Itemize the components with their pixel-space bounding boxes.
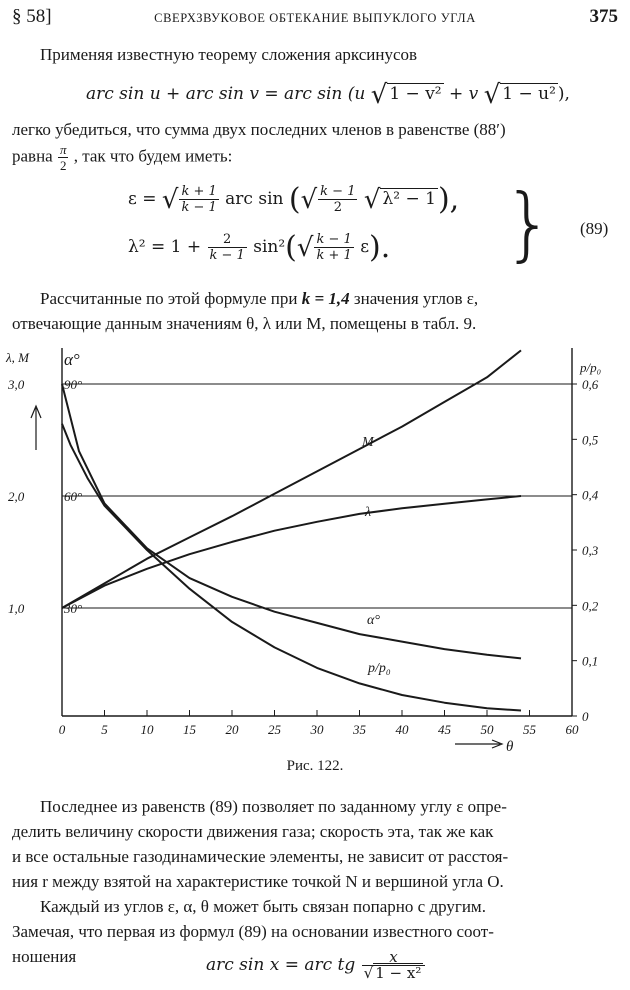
system-brace: } <box>503 177 554 270</box>
x-tick-label-30: 30 <box>310 722 324 737</box>
left-axis-title: λ, M <box>6 350 29 365</box>
series-label-0: M <box>362 435 374 450</box>
computed-b: значения углов ε, <box>353 289 479 308</box>
text-equal-b: , так что будем иметь: <box>73 146 233 166</box>
formula-end: ), <box>557 84 570 104</box>
sin2-label: sin² <box>253 237 286 257</box>
arcsin-arctg-formula <box>206 950 426 981</box>
computed-line-2: отвечающие данным значениям θ, λ или M, помещены в табл. 9. <box>12 314 477 333</box>
final-den: √ 1 − x² <box>363 964 422 982</box>
series-line-1 <box>62 496 521 608</box>
computed-a: Рассчитанные по этой формуле при <box>40 289 298 308</box>
lambda-end: ). <box>369 230 391 265</box>
figure-122-chart <box>0 338 630 758</box>
radicand-2: 1 − u² <box>502 84 556 104</box>
k-plus-1-b: k + 1 <box>316 248 352 263</box>
x-tick-label-55: 55 <box>523 722 536 737</box>
chart-lines <box>62 350 521 710</box>
computed-line-1 <box>40 286 478 312</box>
para2-line-3: и все остальные газодинамические элементы, не зависит от расстоя- <box>12 847 509 866</box>
right-tick-label-6: 0,6 <box>582 377 599 392</box>
running-title: СВЕРХЗВУКОВОЕ ОБТЕКАНИЕ ВЫПУКЛОГО УГЛА <box>154 11 476 25</box>
section-number: § 58] <box>12 6 52 27</box>
x-tick-label-10: 10 <box>140 722 154 737</box>
right-axis-title: p/p₀ <box>580 360 602 375</box>
k-minus-1-d: k − 1 <box>316 232 352 247</box>
equation-epsilon <box>128 182 459 217</box>
sqrt-sign-1: √ <box>370 80 388 110</box>
alpha-tick-label-1: 60° <box>64 489 83 504</box>
chart-labels <box>5 350 601 755</box>
figure-caption: Рис. 122. <box>286 758 344 774</box>
left-tick-label-2: 3,0 <box>8 377 25 392</box>
k-minus-1-b: k − 1 <box>320 184 356 199</box>
equation-number: (89) <box>580 219 609 238</box>
formula-left: arc sin u + arc sin v = arc sin (u <box>86 84 366 104</box>
alpha-axis-title: α° <box>64 350 80 369</box>
intro-text: Применяя известную теорему сложения арксинусов <box>40 45 418 64</box>
arc-sin-label: arc sin <box>225 189 284 209</box>
sqrt-sign-3: √ <box>161 185 179 215</box>
alpha-tick-label-2: 90° <box>64 377 83 392</box>
x-tick-label-25: 25 <box>268 722 281 737</box>
text-equal-a: равна <box>12 146 53 166</box>
series-line-0 <box>62 350 521 608</box>
k-minus-1-c: k − 1 <box>209 248 245 263</box>
x-tick-label-60: 60 <box>565 722 579 737</box>
page-header <box>12 6 618 32</box>
equation-lambda <box>128 230 390 265</box>
x-tick-label-5: 5 <box>101 722 108 737</box>
eps-lhs: ε = <box>128 189 157 209</box>
final-num: x <box>362 950 426 966</box>
computed-k: k = 1,4 <box>301 289 350 308</box>
final-fraction <box>362 950 426 981</box>
eps-symbol: ε <box>360 237 369 257</box>
sqrt-sign-6: √ <box>296 233 314 263</box>
page-number: 375 <box>589 6 618 27</box>
lambda-lhs: λ² = 1 + <box>128 237 202 257</box>
frac-k-ratio <box>179 184 218 215</box>
right-tick-label-4: 0,4 <box>582 487 599 503</box>
left-tick-label-1: 2,0 <box>8 489 25 504</box>
para3-line-2: Замечая, что первая из формул (89) на основании известного соот- <box>12 922 494 941</box>
left-tick-label-0: 1,0 <box>8 601 25 616</box>
x-tick-label-35: 35 <box>353 722 366 737</box>
para3-line-1: Каждый из углов ε, α, θ может быть связан попарно с другим. <box>40 897 486 916</box>
text-line-equal <box>12 142 232 173</box>
para2-line-2: делить величину скорости движения газа; скорость эта, так же как <box>12 822 494 841</box>
x-tick-label-20: 20 <box>225 722 239 737</box>
series-label-1: λ <box>365 505 372 520</box>
alpha-tick-label-0: 30° <box>64 601 83 616</box>
series-label-3: p/p₀ <box>368 661 391 676</box>
x-tick-label-40: 40 <box>395 722 409 737</box>
sqrt-sign-2: √ <box>483 80 501 110</box>
eps-end: ), <box>437 182 460 217</box>
chart-ticks <box>62 384 577 716</box>
series-label-2: α° <box>367 613 380 628</box>
k-plus-1: k + 1 <box>181 184 217 199</box>
pi-over-2 <box>58 142 69 173</box>
text-line-sum: легко убедиться, что сумма двух последних членов в равенстве (88′) <box>12 120 506 139</box>
para3-line-3: ношения <box>12 947 77 966</box>
series-line-2 <box>62 384 521 658</box>
arcsin-addition-formula <box>86 80 570 110</box>
sqrt-sign-5: √ <box>363 185 381 215</box>
x-tick-label-45: 45 <box>438 722 451 737</box>
two-den: 2 <box>333 200 342 215</box>
sqrt-sign-4: √ <box>300 185 318 215</box>
x-tick-label-0: 0 <box>58 722 66 737</box>
two-num: 2 <box>208 232 247 248</box>
paren-open: ( <box>288 182 301 217</box>
pi-num: π <box>59 142 67 157</box>
para2-line-1: Последнее из равенств (89) позволяет по заданному углу ε опре- <box>40 797 507 816</box>
lambda-radicand: λ² − 1 <box>382 189 436 209</box>
right-tick-label-2: 0,2 <box>582 598 599 614</box>
final-lhs: arc sin x = arc tg <box>206 955 356 975</box>
final-den-radicand: 1 − x² <box>375 964 422 982</box>
frac-k-half <box>318 184 357 215</box>
chart-axes <box>31 348 572 748</box>
right-tick-label-1: 0,1 <box>582 653 599 669</box>
x-tick-label-15: 15 <box>183 722 196 737</box>
paren-open-2: ( <box>285 230 297 265</box>
right-tick-label-0: 0 <box>582 709 589 724</box>
right-tick-label-5: 0,5 <box>582 432 599 448</box>
formula-mid: + v <box>449 84 479 104</box>
pi-den: 2 <box>59 158 67 173</box>
radicand-1: 1 − v² <box>389 84 442 104</box>
para2-line-4: ния r между взятой на характеристике точкой N и вершиной угла O. <box>12 872 504 891</box>
right-tick-label-3: 0,3 <box>582 543 599 558</box>
frac-two-k <box>208 232 247 263</box>
x-axis-title: θ <box>506 739 514 755</box>
x-tick-label-50: 50 <box>480 722 494 737</box>
k-minus-1: k − 1 <box>181 200 217 215</box>
frac-k-inv <box>314 232 353 263</box>
